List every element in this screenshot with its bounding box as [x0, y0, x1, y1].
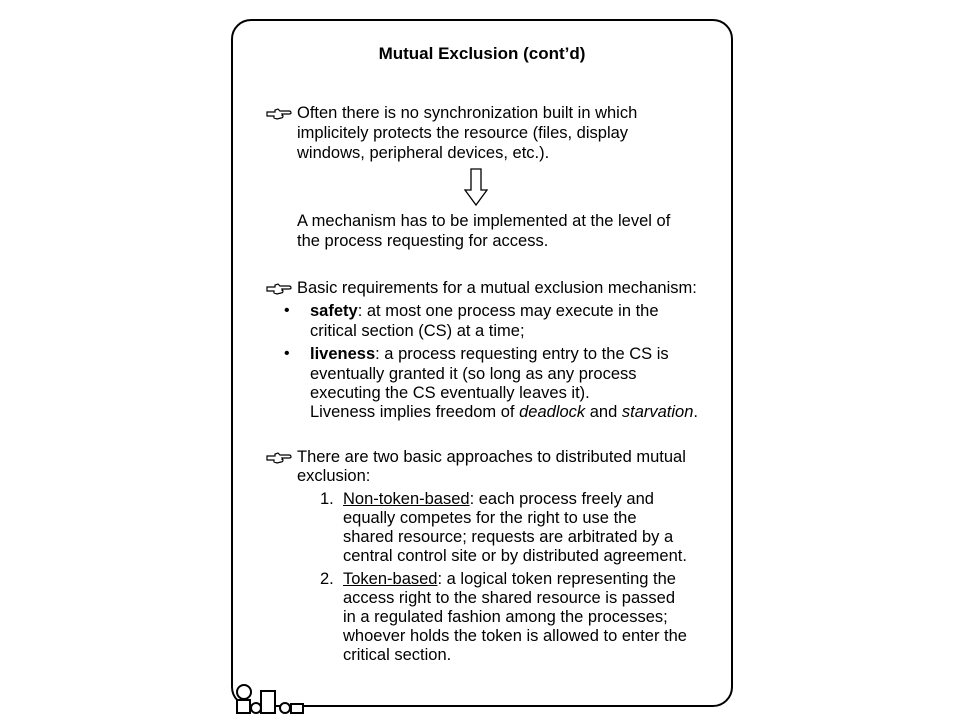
liveness-line-3: executing the CS eventually leaves it). — [310, 384, 590, 402]
approach-number: 1. — [320, 490, 334, 508]
approach2-line-4: whoever holds the token is allowed to enter the — [343, 627, 687, 645]
section1-line-1: Often there is no synchronization built in which — [297, 104, 638, 122]
approach2-line-2: access right to the shared resource is passed — [343, 589, 676, 607]
liveness-note: Liveness implies freedom of deadlock and starvation. — [310, 403, 699, 421]
approach1-line-3: shared resource; requests are arbitrated by a — [343, 528, 674, 546]
approach1-term: Non-token-based — [343, 490, 470, 508]
section1-line-2: implicitely protects the resource (files, display — [297, 124, 629, 142]
approach-number: 2. — [320, 570, 334, 588]
approach1-line-2: equally competes for the right to use the — [343, 509, 637, 527]
approach2-line-5: critical section. — [343, 646, 452, 664]
section3-line-1: There are two basic approaches to distributed mutual — [297, 448, 686, 466]
bullet: • — [284, 345, 290, 362]
liveness-line-1: liveness: a process requesting entry to the CS is — [310, 345, 669, 363]
slide-title: Mutual Exclusion (cont’d) — [378, 44, 586, 63]
pointing-hand-icon — [266, 451, 292, 465]
approach1-line-4: central control site or by distributed agreement. — [343, 547, 687, 565]
safety-term: safety — [310, 302, 358, 320]
liveness-term: liveness — [310, 345, 376, 363]
section1-line-3: windows, peripheral devices, etc.). — [297, 144, 550, 162]
down-arrow-icon — [464, 168, 488, 206]
section2-heading: Basic requirements for a mutual exclusion mechanism: — [297, 279, 697, 297]
safety-line-1: safety: at most one process may execute in the — [310, 302, 659, 320]
liveness-line-2: eventually granted it (so long as any process — [310, 365, 637, 383]
pointing-hand-icon — [266, 282, 292, 296]
safety-line-2: critical section (CS) at a time; — [310, 322, 525, 340]
section3-line-2: exclusion: — [297, 467, 371, 485]
approach2-line-1: Token-based: a logical token representing the — [343, 570, 676, 588]
bullet: • — [284, 302, 290, 319]
geometric-shapes-logo — [233, 683, 307, 715]
pointing-hand-icon — [266, 107, 292, 121]
approach2-line-3: in a regulated fashion among the processes; — [343, 608, 668, 626]
approach1-line-1: Non-token-based: each process freely and — [343, 490, 654, 508]
section1-after-line-2: the process requesting for access. — [297, 232, 549, 250]
section1-after-line-1: A mechanism has to be implemented at the level of — [297, 212, 671, 230]
approach2-term: Token-based — [343, 570, 438, 588]
